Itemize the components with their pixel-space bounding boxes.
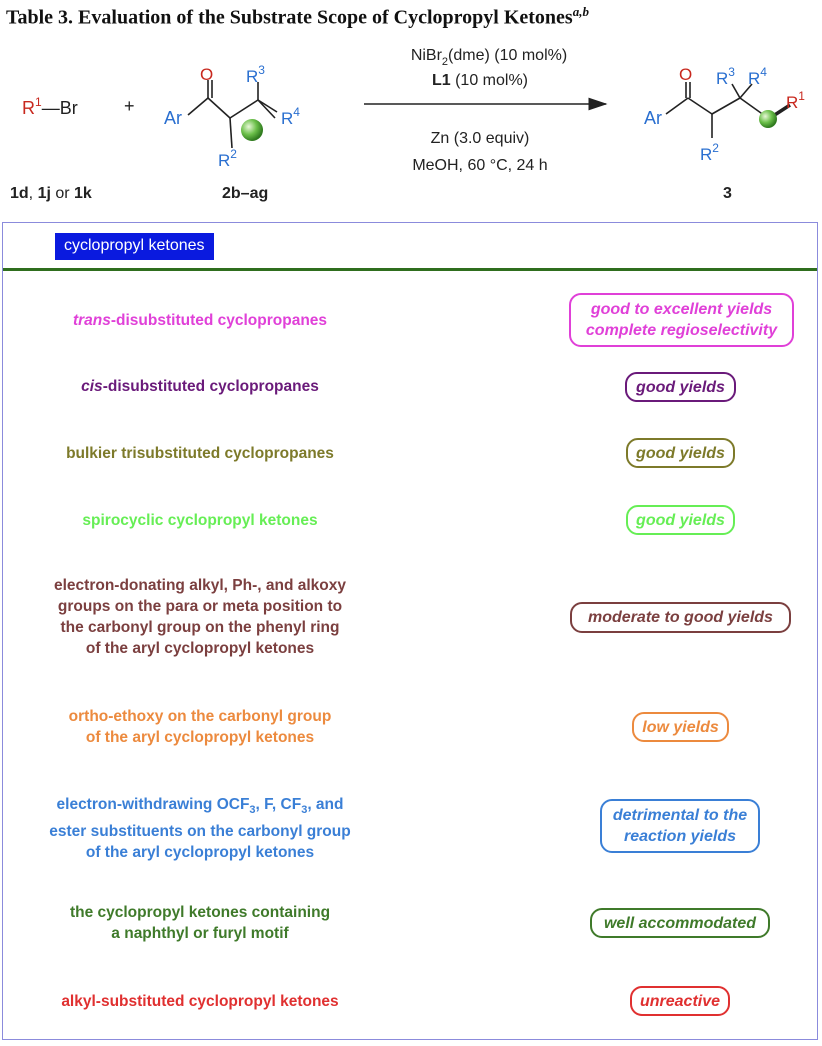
substrate-ar: Ar (164, 108, 182, 128)
row-4-outcome-badge: good yields (626, 505, 735, 535)
reaction-scheme (0, 40, 822, 220)
product-ar: Ar (644, 108, 662, 128)
reagent-r1br: $R^1—Br$ (22, 95, 78, 118)
row-3-substrate-class: bulkier trisubstituted cyclopropanes (66, 444, 334, 462)
condition-solvent-temp: MeOH, 60 °C, 24 h (412, 157, 548, 174)
condition-ligand: L1 (10 mol%) (431, 72, 529, 89)
row-2-outcome-badge: good yields (625, 372, 736, 402)
product-label: 3 (723, 185, 732, 202)
row-4-substrate-class: spirocyclic cyclopropyl ketones (82, 511, 318, 529)
row-5-outcome-badge: moderate to good yields (570, 602, 791, 633)
row-1-substrate-class: trans-disubstituted cyclopropanes (72, 311, 328, 329)
product-coupling-site-marker (759, 110, 777, 128)
condition-catalyst: NiBr$_2$(dme) (10 mol%) (410, 47, 568, 68)
row-8-substrate-class: the cyclopropyl ketones containing a naphthyl or furyl motif (69, 904, 331, 942)
substrate-label: 2b–ag (222, 185, 269, 202)
row-6-outcome-badge: low yields (632, 712, 729, 742)
row-7-substrate-class: electron-withdrawing $OCF_3$, F, $CF_3$, and ester substituents on the carbonyl group of the aryl cyclopropyl ketones (49, 795, 351, 861)
row-7-outcome-badge: detrimental to the reaction yields (600, 799, 760, 853)
header-divider (3, 268, 817, 271)
substrate-r4: $R^4$ (281, 105, 300, 128)
substrate-r2: $R^2$ (218, 147, 237, 170)
product-structure (666, 82, 790, 138)
substrate-structure (188, 80, 277, 148)
substrate-o: O (200, 65, 214, 84)
plus-sign: + (124, 96, 135, 116)
row-2-substrate-class: cis-disubstituted cyclopropanes (81, 377, 319, 395)
product-r4: $R^4$ (748, 65, 767, 88)
product-r2: $R^2$ (700, 141, 719, 164)
panel-header-badge: cyclopropyl ketones (55, 233, 214, 260)
row-6-substrate-class: ortho-ethoxy on the carbonyl group of the aryl cyclopropyl ketones (68, 708, 332, 746)
cyclopropane-ring-marker (241, 119, 263, 141)
reagent-label: 1d, 1j or 1k (10, 185, 92, 202)
condition-reductant: Zn (3.0 equiv) (430, 130, 530, 147)
row-9-substrate-class: alkyl-substituted cyclopropyl ketones (61, 992, 339, 1010)
product-r3: $R^3$ (716, 65, 735, 88)
row-8-outcome-badge: well accommodated (590, 908, 770, 938)
row-5-substrate-class: electron-donating alkyl, Ph-, and alkoxy groups on the para or meta position to the carbonyl group on the phenyl ring of the aryl cyclopropyl ketones (54, 577, 346, 657)
table-title: Table 3. Evaluation of the Substrate Scope of Cyclopropyl Ketones$^{a,b}$ (6, 4, 589, 29)
product-o: O (679, 65, 693, 84)
product-r1: $R^1$ (786, 89, 805, 112)
substrate-r3: $R^3$ (246, 63, 265, 86)
row-1-outcome-badge: good to excellent yields complete regioselectivity (569, 293, 794, 347)
row-3-outcome-badge: good yields (626, 438, 735, 468)
row-9-outcome-badge: unreactive (630, 986, 730, 1016)
